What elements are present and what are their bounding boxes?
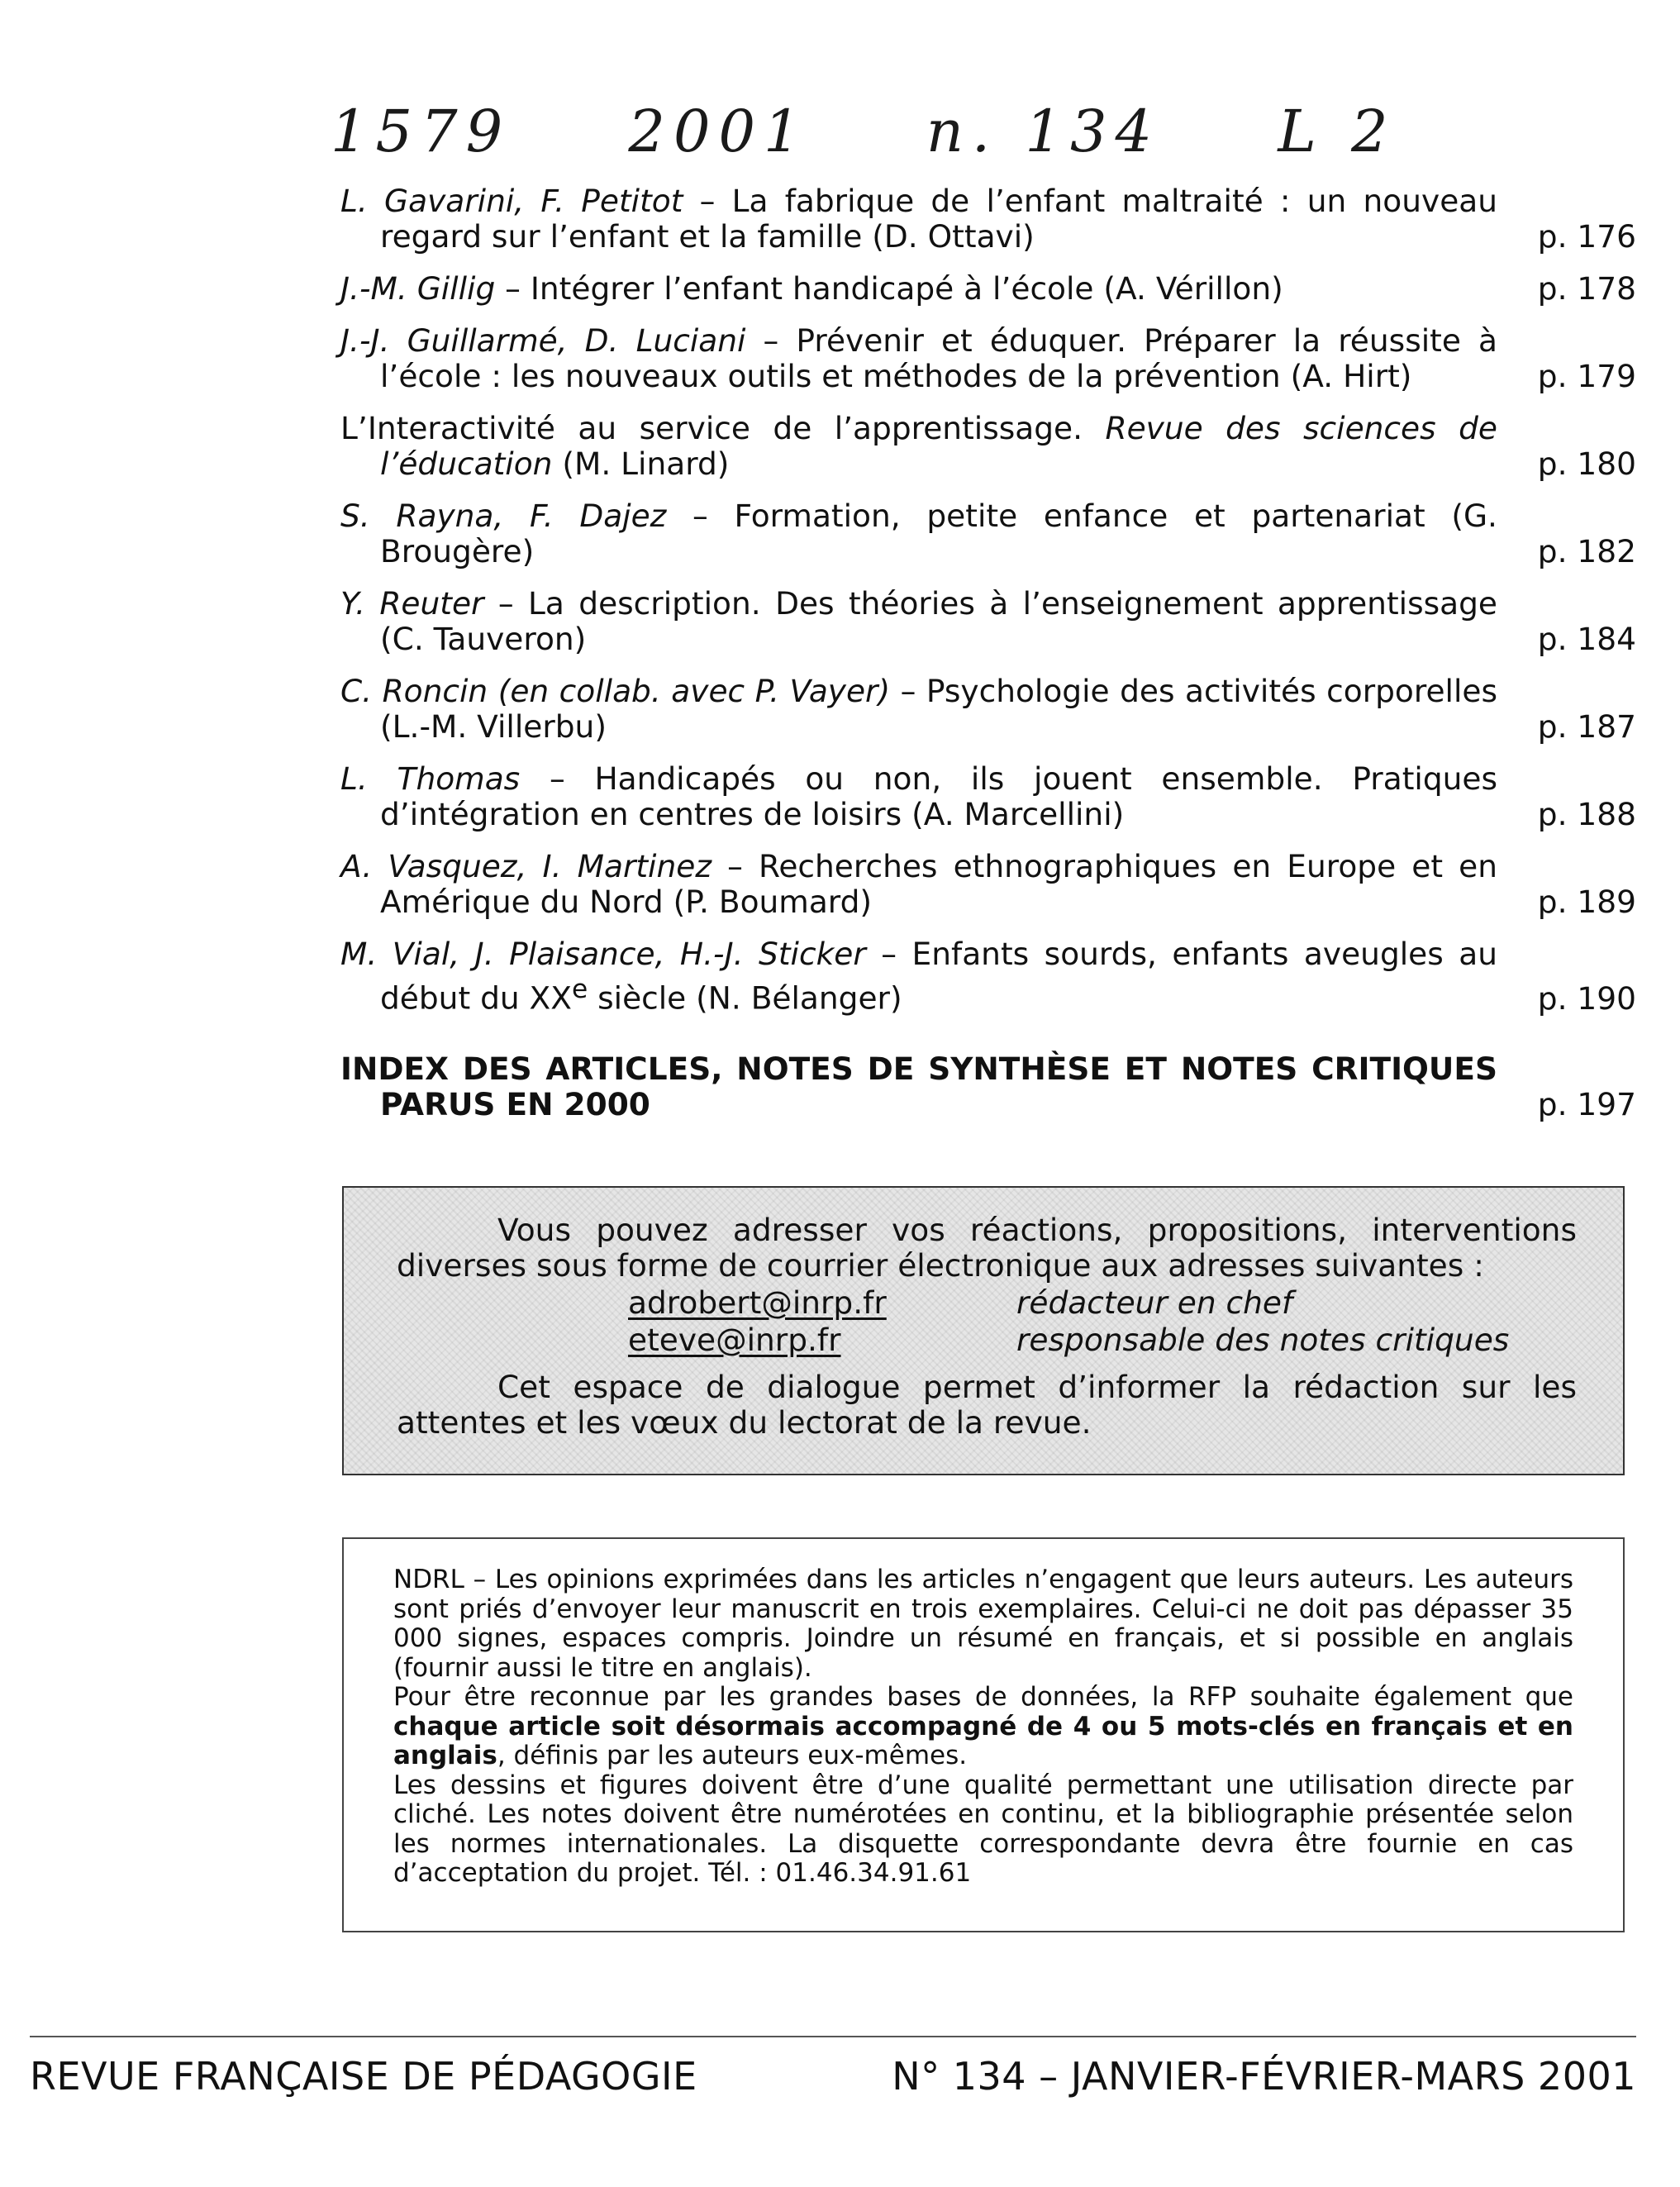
table-of-contents: [340, 183, 1636, 1139]
toc-page-number: p. 180: [1537, 446, 1636, 482]
toc-reviewer: (A. Vérillon): [1093, 270, 1283, 307]
toc-author: J.-J. Guillarmé, D. Luciani: [340, 322, 746, 359]
toc-reviewer: (P. Boumard): [663, 884, 873, 920]
toc-reviewer: (D. Ottavi): [862, 218, 1035, 255]
toc-entry: M. Vial, J. Plaisance, H.-J. Sticker – Enfants sourds, enfants aveugles au début du XXe siècle (N. Bélanger) p. 190: [340, 936, 1636, 1017]
contact-closing: Cet espace de dialogue permet d’informer la rédaction sur les attentes et les vœux du lectorat de la revue.: [397, 1369, 1577, 1441]
toc-title: Intégrer l’enfant handicapé à l’école: [530, 270, 1094, 307]
toc-title: La fabrique de l’enfant maltraité : un nouveau regard sur l’enfant et la famille: [380, 183, 1498, 255]
toc-entry: L. Gavarini, F. Petitot – La fabrique de l’enfant maltraité : un nouveau regard sur l’enfant et la famille (D. Ottavi) p. 176: [340, 183, 1636, 255]
toc-entry: J.-M. Gillig – Intégrer l’enfant handicapé à l’école (A. Vérillon) p. 178: [340, 270, 1636, 307]
toc-title: Psychologie des activités corporelles: [926, 673, 1497, 709]
reviews-role: responsable des notes critiques: [1016, 1322, 1510, 1358]
toc-page-number: p. 184: [1537, 621, 1636, 657]
handwritten-code: 1579: [331, 98, 512, 165]
editor-role: rédacteur en chef: [1016, 1284, 1293, 1321]
toc-title: Handicapés ou non, ils jouent ensemble. Pratiques d’intégration en centres de loisirs: [380, 760, 1497, 832]
toc-title: L’Interactivité au service de l’apprentissage.: [340, 410, 1106, 446]
contact-box: [342, 1186, 1625, 1475]
index-title: INDEX DES ARTICLES, NOTES DE SYNTHÈSE ET NOTES CRITIQUES PARUS EN 2000: [340, 1050, 1497, 1122]
toc-title: Prévenir et éduquer. Préparer la réussite à l’école : les nouveaux outils et méthodes de la prévention: [380, 322, 1497, 394]
toc-title-superscript: e: [571, 974, 588, 1004]
toc-page-number: p. 197: [1537, 1085, 1636, 1122]
toc-page-number: p. 176: [1537, 218, 1636, 255]
handwritten-annotation: [331, 98, 1487, 165]
toc-page-number: p. 187: [1537, 708, 1636, 745]
contact-intro: Vous pouvez adresser vos réactions, propositions, interventions diverses sous forme de courrier électronique aux adresses suivantes :: [397, 1212, 1577, 1284]
footer-issue: N° 134 – JANVIER-FÉVRIER-MARS 2001: [892, 2054, 1636, 2099]
toc-page-number: p. 182: [1537, 533, 1636, 569]
handwritten-year: 2001: [628, 98, 809, 165]
footer-journal-name: REVUE FRANÇAISE DE PÉDAGOGIE: [30, 2054, 697, 2099]
toc-page-number: p. 190: [1537, 979, 1636, 1017]
toc-entry: L. Thomas – Handicapés ou non, ils jouent ensemble. Pratiques d’intégration en centres de loisirs (A. Marcellini) p. 188: [340, 760, 1636, 832]
toc-journal-title: Revue des sciences de l’éducation: [380, 410, 1497, 482]
toc-title: La description. Des théories à l’enseignement apprentissage: [528, 585, 1497, 622]
toc-title: Formation, petite enfance et partenariat: [734, 498, 1425, 534]
toc-page-number: p. 189: [1537, 884, 1636, 920]
toc-entry: J.-J. Guillarmé, D. Luciani – Prévenir et éduquer. Préparer la réussite à l’école : les nouveaux outils et méthodes de la prévention (A. Hirt) p. 179: [340, 322, 1636, 394]
toc-author: S. Rayna, F. Dajez: [340, 498, 667, 534]
handwritten-issue: n. 134: [926, 98, 1161, 165]
reviews-email-link[interactable]: eteve@inrp.fr: [628, 1322, 841, 1358]
toc-reviewer: (M. Linard): [552, 446, 730, 482]
contact-row: [397, 1322, 1577, 1358]
editorial-note-box: [342, 1537, 1625, 1932]
toc-page-number: p. 179: [1537, 358, 1636, 394]
toc-entry: C. Roncin (en collab. avec P. Vayer) – Psychologie des activités corporelles (L.-M. Villerbu) p. 187: [340, 673, 1636, 745]
toc-index-entry: [340, 1051, 1636, 1122]
toc-author: Y. Reuter: [340, 585, 484, 622]
toc-reviewer: (L.-M. Villerbu): [380, 708, 607, 745]
editorial-note-paragraph: NDRL – Les opinions exprimées dans les articles n’engagent que leurs auteurs. Les auteurs sont priés d’envoyer leur manuscrit en trois exemplaires. Celui-ci ne doit pas dépasser 35 000 signes, espaces compris. Joindre un résumé en français, et si possible en anglais (fournir aussi le titre en anglais).: [393, 1565, 1573, 1683]
toc-entry: A. Vasquez, I. Martinez – Recherches ethnographiques en Europe et en Amérique du Nord (P. Boumard) p. 189: [340, 848, 1636, 920]
toc-title: Recherches ethnographiques en Europe et en Amérique du Nord: [380, 848, 1497, 920]
toc-title-end: siècle: [588, 979, 687, 1017]
toc-author: M. Vial, J. Plaisance, H.-J. Sticker: [340, 936, 866, 972]
editorial-note-paragraph: Les dessins et figures doivent être d’une qualité permettant une utilisation directe par cliché. Les notes doivent être numérotées en continu, et la bibliographie présentée selon les normes internationales. La disquette correspondante devra être fournie en cas d’acceptation du projet. Tél. : 01.46.34.91.61: [393, 1770, 1573, 1888]
contact-row: [397, 1285, 1577, 1321]
toc-author: J.-M. Gillig: [340, 270, 496, 307]
toc-author: L. Thomas: [340, 760, 521, 797]
toc-author: A. Vasquez, I. Martinez: [340, 848, 712, 884]
toc-reviewer: (C. Tauveron): [380, 621, 587, 657]
editor-email-link[interactable]: adrobert@inrp.fr: [628, 1284, 887, 1321]
handwritten-mark: L 2: [1278, 98, 1397, 165]
footer-divider: [30, 2036, 1636, 2037]
toc-entry: [340, 411, 1636, 482]
toc-reviewer: (A. Hirt): [1280, 358, 1412, 394]
toc-entry: S. Rayna, F. Dajez – Formation, petite enfance et partenariat (G. Brougère) p. 182: [340, 498, 1636, 569]
toc-reviewer: (G. Brougère): [380, 498, 1497, 569]
toc-entry: Y. Reuter – La description. Des théories à l’enseignement apprentissage (C. Tauveron) p. 184: [340, 585, 1636, 657]
toc-reviewer: (A. Marcellini): [902, 796, 1125, 832]
toc-page-number: p. 178: [1537, 270, 1636, 307]
toc-author: L. Gavarini, F. Petitot: [340, 183, 683, 219]
keywords-requirement: chaque article soit désormais accompagné de 4 ou 5 mots-clés en français et en anglais: [393, 1711, 1573, 1770]
toc-page-number: p. 188: [1537, 796, 1636, 832]
toc-reviewer: (N. Bélanger): [686, 979, 902, 1017]
toc-title: Enfants sourds, enfants aveugles au début du XX: [380, 936, 1498, 1017]
toc-author: C. Roncin (en collab. avec P. Vayer): [340, 673, 891, 709]
editorial-note-paragraph: Pour être reconnue par les grandes bases de données, la RFP souhaite également que chaque article soit désormais accompagné de 4 ou 5 mots-clés en français et en anglais, définis par les auteurs eux-mêmes.: [393, 1682, 1573, 1770]
